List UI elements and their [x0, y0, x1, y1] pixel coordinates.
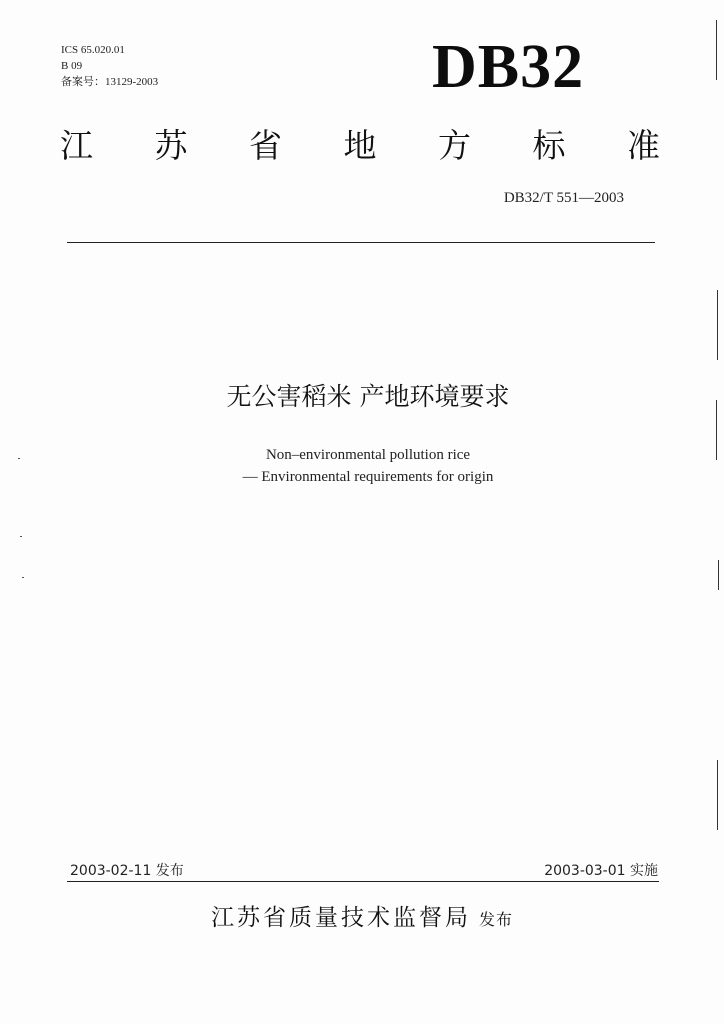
title-char: 江 [60, 126, 93, 165]
scan-speck [18, 458, 20, 459]
date-row [70, 860, 658, 880]
title-char: 地 [343, 126, 377, 165]
scan-edge-mark [716, 20, 717, 80]
scan-edge-mark [717, 760, 718, 830]
english-title-line2: — Environmental requirements for origin [242, 469, 494, 485]
standard-type-title [60, 126, 660, 166]
footer-divider [67, 881, 659, 882]
title-char: 标 [532, 126, 566, 165]
title-char: 方 [438, 126, 471, 165]
publisher-line [0, 902, 724, 936]
category-code: B 09 [61, 60, 83, 72]
title-char: 准 [627, 126, 660, 165]
scan-edge-mark [717, 290, 718, 360]
scan-speck [20, 536, 22, 537]
scan-edge-mark [716, 400, 717, 460]
header-divider [67, 242, 655, 243]
chinese-title: 无公害稻米 产地环境要求 [226, 382, 510, 411]
ics-code: ICS 65.020.01 [61, 44, 125, 56]
scan-edge-mark [718, 560, 719, 590]
title-char: 省 [249, 126, 282, 165]
scan-speck [22, 577, 24, 578]
filing-number: 备案号：13129-2003 [61, 76, 159, 88]
db32-logo: DB32 [432, 33, 585, 101]
standard-number: DB32/T 551—2003 [503, 190, 624, 206]
title-char: 苏 [154, 126, 188, 165]
publisher-suffix: 发布 [478, 910, 513, 929]
issue-date: 2003-02-11 发布 [70, 863, 184, 879]
publisher-name: 江苏省质量技术监督局 [210, 905, 471, 931]
classification-block [61, 42, 158, 90]
english-title [0, 444, 724, 488]
english-title-line1: Non–environmental pollution rice [265, 447, 471, 463]
effective-date: 2003-03-01 实施 [544, 863, 658, 879]
